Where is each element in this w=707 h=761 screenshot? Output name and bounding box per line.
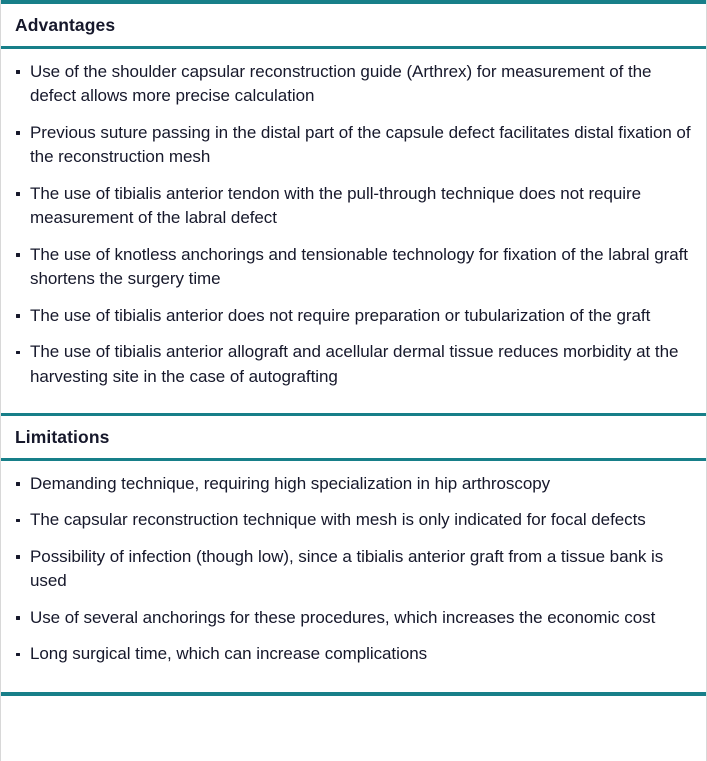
bullet-dot-icon [16,482,20,486]
list-item-text: The use of knotless anchorings and tensionable technology for fixation of the labral graft shortens the surgery time [30,244,688,289]
list-item-text: The use of tibialis anterior allograft and acellular dermal tissue reduces morbidity at the harvesting site in the case of autografting [30,342,679,386]
section-title-advantages: Advantages [15,15,116,35]
list-item [15,642,700,666]
spacer-before-limitations [1,400,706,413]
bullet-dot-icon [16,131,20,135]
list-item-text: Long surgical time, which can increase complications [30,644,428,664]
list-item-text: Previous suture passing in the distal part of the capsule defect facilitates distal fixation of the reconstruction mesh [30,122,691,167]
list-item [15,606,700,630]
list-item [15,304,700,328]
bullet-dot-icon [16,253,20,257]
list-item [15,340,700,389]
spacer-before-bottom-rule [1,678,706,692]
limitations-list [15,472,700,667]
list-item [15,182,700,231]
bullet-dot-icon [16,70,20,74]
list-item [15,60,700,109]
bullet-dot-icon [16,314,20,318]
list-item-text: Use of several anchorings for these procedures, which increases the economic cost [30,607,656,627]
list-item [15,121,700,170]
list-item [15,545,700,594]
list-item-text: The capsular reconstruction technique with mesh is only indicated for focal defects [30,510,646,530]
table-bottom-rule [1,692,706,696]
bullet-dot-icon [16,519,20,523]
list-item-text: The use of tibialis anterior tendon with the pull-through technique does not require measurement of the labral defect [30,183,642,228]
section-title-limitations: Limitations [15,427,110,448]
advantages-list [15,60,700,389]
section-header-advantages [1,4,706,46]
list-item-text: Possibility of infection (though low), since a tibialis anterior graft from a tissue bank is used [30,546,664,591]
list-item-text: Demanding technique, requiring high specialization in hip arthroscopy [30,473,551,493]
bullet-dot-icon [16,351,20,355]
section-body-advantages [1,49,706,400]
bullet-dot-icon [16,653,20,657]
list-item-text: Use of the shoulder capsular reconstruction guide (Arthrex) for measurement of the defect allows more precise calculation [30,61,652,106]
list-item-text: The use of tibialis anterior does not require preparation or tubularization of the graft [30,305,651,325]
bullet-dot-icon [16,555,20,559]
list-item [15,243,700,292]
section-header-limitations [1,416,706,458]
bullet-dot-icon [16,616,20,620]
section-body-limitations [1,461,706,678]
list-item [15,508,700,532]
bullet-dot-icon [16,192,20,196]
list-item [15,472,700,496]
